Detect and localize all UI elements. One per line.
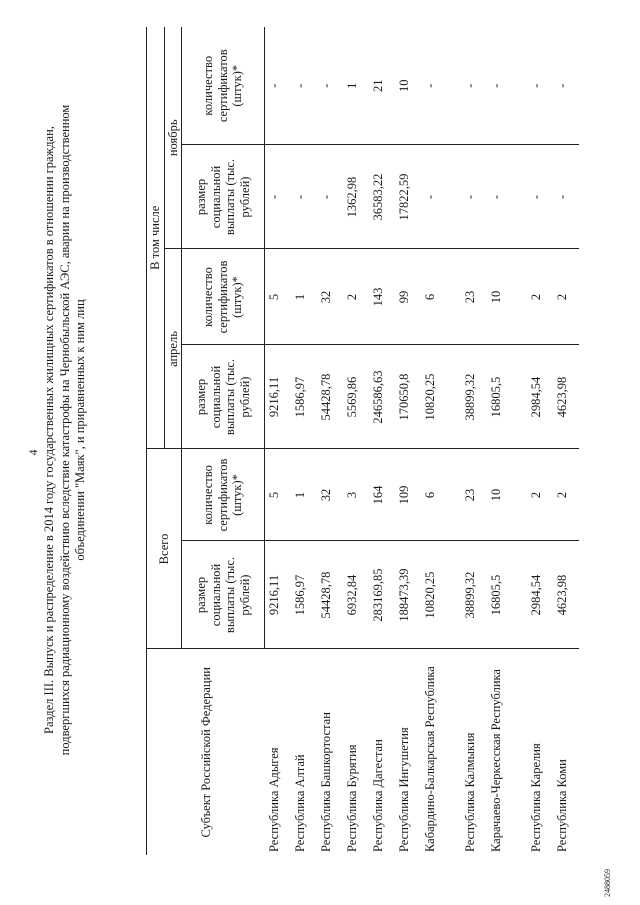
cell-november-count: 21	[369, 27, 395, 145]
cell-subject: Республика Адыгея	[266, 747, 281, 852]
cell-april-payment: 10820,25	[421, 345, 461, 449]
cell-total-count: 3	[343, 449, 369, 541]
cell-subject: Республика Калмыкия	[463, 732, 477, 852]
cell-november-count: -	[421, 27, 461, 145]
cell-subject: Республика Дагестан	[371, 739, 385, 852]
header-including: В том числе	[147, 27, 165, 449]
cell-november-payment: 1362,98	[343, 145, 369, 249]
header-november: ноябрь	[164, 27, 182, 249]
cell-april-count: 143	[369, 249, 395, 345]
table-row	[265, 27, 292, 855]
certificates-table	[146, 27, 579, 855]
cell-november-payment: 36583,22	[369, 145, 395, 249]
header-april-count: количество сертификатов (штук)*	[182, 249, 265, 345]
table-row	[461, 27, 487, 855]
cell-total-payment: 38899,32	[461, 541, 487, 649]
cell-november-payment: -	[553, 145, 579, 249]
cell-april-count: 32	[317, 249, 343, 345]
cell-april-count: 10	[487, 249, 527, 345]
cell-total-payment: 10820,25	[421, 541, 461, 649]
header-november-payment: размер социальной выплаты (тыс. рублей)	[182, 145, 265, 249]
title-line: подвергшихся радиационному воздействию вследствие катастрофы на Чернобыльской АЭС, аварии на производственном	[57, 104, 72, 756]
cell-april-count: 6	[421, 249, 461, 345]
cell-november-payment: -	[527, 145, 553, 249]
cell-november-count: -	[527, 27, 553, 145]
cell-total-payment: 9216,11	[265, 541, 292, 649]
cell-april-payment: 5569,86	[343, 345, 369, 449]
cell-total-count: 109	[395, 449, 421, 541]
title-line: Раздел III. Выпуск и распределение в 2014 году государственных жилищных сертификатов в отношении граждан,	[42, 126, 56, 734]
table-row	[527, 27, 553, 855]
cell-april-payment: 2984,54	[527, 345, 553, 449]
cell-april-count: 2	[527, 249, 553, 345]
cell-total-count: 2	[527, 449, 553, 541]
cell-november-payment: -	[291, 145, 317, 249]
cell-total-count: 10	[487, 449, 527, 541]
cell-subject: Карачаево-Черкесская Республика	[489, 669, 503, 852]
cell-subject: Республика Карелия	[529, 743, 543, 852]
cell-april-count: 2	[553, 249, 579, 345]
cell-april-count: 5	[265, 249, 292, 345]
cell-subject: Республика Бурятия	[345, 744, 359, 852]
header-november-count: количество сертификатов (штук)*	[182, 27, 265, 145]
cell-total-count: 6	[421, 449, 461, 541]
cell-april-payment: 16805,5	[487, 345, 527, 449]
cell-total-count: 164	[369, 449, 395, 541]
title-line: объединении "Маяк", и приравненных к ним лиц	[73, 299, 87, 561]
page-number: 4	[26, 449, 40, 456]
cell-april-count: 99	[395, 249, 421, 345]
cell-subject: Республика Алтай	[293, 754, 307, 852]
cell-april-payment: 170650,8	[395, 345, 421, 449]
cell-total-payment: 16805,5	[487, 541, 527, 649]
cell-april-payment: 54428,78	[317, 345, 343, 449]
cell-november-count: 1	[343, 27, 369, 145]
cell-total-count: 2	[553, 449, 579, 541]
cell-total-count: 1	[291, 449, 317, 541]
cell-november-payment: -	[265, 145, 292, 249]
cell-april-count: 2	[343, 249, 369, 345]
cell-april-payment: 9216,11	[265, 345, 292, 449]
cell-total-count: 5	[265, 449, 292, 541]
table-row	[395, 27, 421, 855]
header-total-count: количество сертификатов (штук)*	[182, 449, 265, 541]
header-total: Всего	[147, 449, 182, 649]
cell-april-payment: 1586,97	[291, 345, 317, 449]
cell-november-count: -	[487, 27, 527, 145]
cell-november-count: -	[265, 27, 292, 145]
section-title	[42, 50, 89, 810]
cell-april-payment: 4623,98	[553, 345, 579, 449]
cell-total-payment: 6932,84	[343, 541, 369, 649]
header-subject: Субъект Российской Федерации	[147, 649, 265, 855]
table-row	[487, 27, 527, 855]
table-row	[421, 27, 461, 855]
cell-subject: Кабардино-Балкарская Республика	[423, 666, 437, 852]
cell-november-payment: -	[317, 145, 343, 249]
cell-april-payment: 38899,32	[461, 345, 487, 449]
table-row	[369, 27, 395, 855]
table-row	[291, 27, 317, 855]
cell-subject: Республика Башкортостан	[319, 712, 333, 852]
cell-november-count: -	[461, 27, 487, 145]
cell-total-payment: 1586,97	[291, 541, 317, 649]
cell-total-payment: 2984,54	[527, 541, 553, 649]
cell-november-payment: -	[487, 145, 527, 249]
cell-november-count: 10	[395, 27, 421, 145]
cell-april-payment: 246586,63	[369, 345, 395, 449]
cell-november-count: -	[317, 27, 343, 145]
cell-subject: Республика Ингушетия	[397, 727, 411, 852]
cell-total-payment: 54428,78	[317, 541, 343, 649]
cell-november-payment: 17822,59	[395, 145, 421, 249]
cell-november-count: -	[553, 27, 579, 145]
header-april: апрель	[164, 249, 182, 449]
table-row	[317, 27, 343, 855]
table-row	[553, 27, 579, 855]
cell-november-payment: -	[421, 145, 461, 249]
cell-total-payment: 4623,98	[553, 541, 579, 649]
cell-total-count: 23	[461, 449, 487, 541]
cell-april-count: 1	[291, 249, 317, 345]
header-total-payment: размер социальной выплаты (тыс. рублей)	[182, 541, 265, 649]
header-april-payment: размер социальной выплаты (тыс. рублей)	[182, 345, 265, 449]
cell-total-payment: 283169,85	[369, 541, 395, 649]
table-row	[343, 27, 369, 855]
cell-november-payment: -	[461, 145, 487, 249]
cell-total-count: 32	[317, 449, 343, 541]
cell-total-payment: 188473,39	[395, 541, 421, 649]
cell-subject: Республика Коми	[555, 759, 569, 852]
cell-november-count: -	[291, 27, 317, 145]
document-id: 2488059	[603, 869, 612, 897]
cell-april-count: 23	[461, 249, 487, 345]
